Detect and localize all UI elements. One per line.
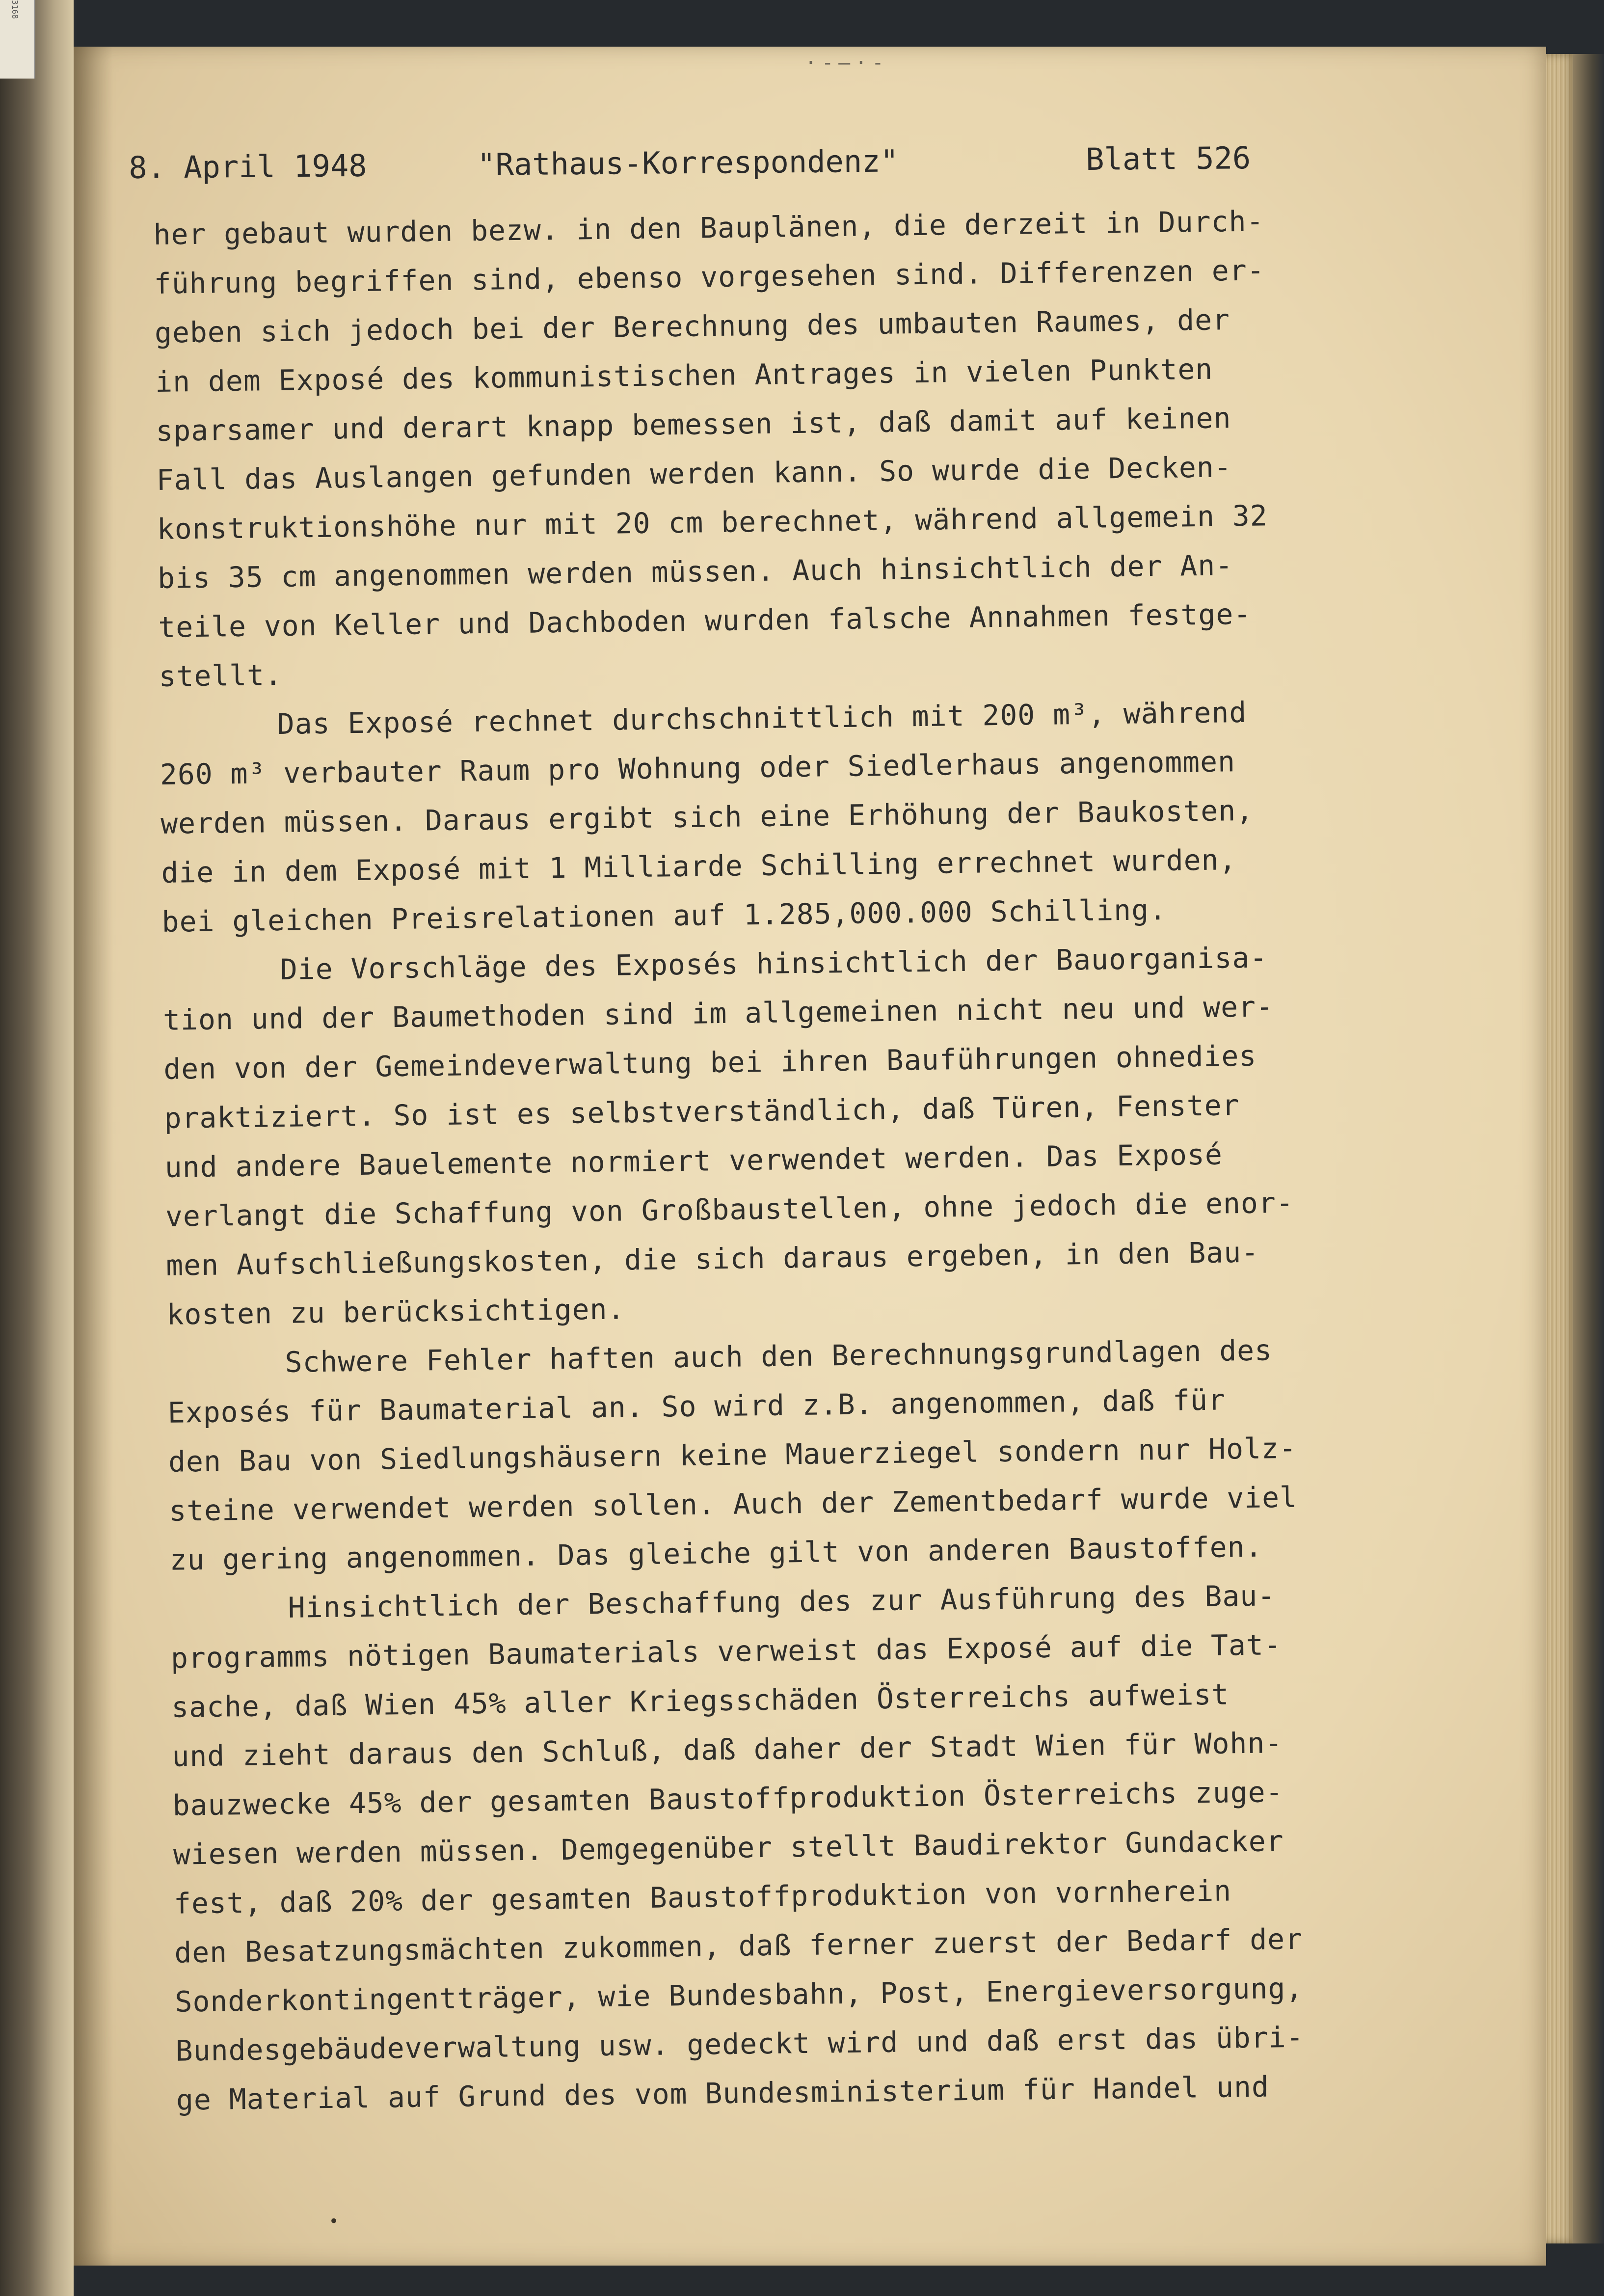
text-line: men Aufschließungskosten, die sich daraus ergeben, in den Bau- xyxy=(165,1235,1259,1282)
text-line: kosten zu berücksichtigen. xyxy=(166,1292,625,1331)
text-line: Bundesgebäudeverwaltung usw. gedeckt wird und daß erst das übri- xyxy=(175,2020,1304,2068)
text-line: in dem Exposé des kommunistischen Antrages in vielen Punkten xyxy=(155,352,1213,399)
text-line: Das Exposé rechnet durchschnittlich mit 200 m³, während xyxy=(277,695,1247,741)
text-line: Hinsichtlich der Beschaffung des zur Ausführung des Bau- xyxy=(288,1579,1276,1624)
gutter-shadow xyxy=(74,47,113,2266)
top-mark: ·-—·- xyxy=(805,52,889,74)
text-line: teile von Keller und Dachboden wurden falsche Annahmen festge- xyxy=(158,597,1252,644)
catalog-number: 3168 xyxy=(10,0,20,19)
text-line: praktiziert. So ist es selbstverständlich, daß Türen, Fenster xyxy=(164,1088,1240,1135)
text-line: den Besatzungsmächten zukommen, daß ferner zuerst der Bedarf der xyxy=(174,1922,1303,1970)
page-stack-edge xyxy=(1573,54,1604,2243)
text-line: stellt. xyxy=(159,658,283,693)
text-line: werden müssen. Daraus ergibt sich eine Erhöhung der Baukosten, xyxy=(160,793,1254,840)
text-line: tion und der Baumethoden sind im allgemeinen nicht neu und wer- xyxy=(162,990,1274,1037)
text-line: 260 m³ verbauter Raum pro Wohnung oder Siedlerhaus angenommen xyxy=(160,745,1236,791)
header-sheet-number: Blatt 526 xyxy=(1085,140,1251,177)
text-line: und zieht daraus den Schluß, daß daher der Stadt Wien für Wohn- xyxy=(172,1726,1283,1773)
text-line: bauzwecke 45% der gesamten Baustoffproduktion Österreichs zuge- xyxy=(172,1775,1283,1822)
text-line: geben sich jedoch bei der Berechnung des umbauten Raumes, der xyxy=(154,303,1230,350)
left-page-edge xyxy=(0,0,74,2296)
text-line: konstruktionshöhe nur mit 20 cm berechnet, während allgemein 32 xyxy=(157,499,1268,546)
text-line: bei gleichen Preisrelationen auf 1.285,000.000 Schilling. xyxy=(161,892,1167,939)
header-date: 8. April 1948 xyxy=(129,147,367,186)
header-title: "Rathaus-Korrespondenz" xyxy=(477,143,899,183)
catalog-strip xyxy=(0,0,35,79)
text-line: Fall das Auslangen gefunden werden kann. So wurde die Decken- xyxy=(156,450,1232,497)
text-line: die in dem Exposé mit 1 Milliarde Schilling errechnet wurden, xyxy=(161,843,1237,890)
text-line: und andere Bauelemente normiert verwendet werden. Das Exposé xyxy=(164,1137,1223,1184)
text-line: den Bau von Siedlungshäusern keine Mauerziegel sondern nur Holz- xyxy=(168,1431,1297,1479)
text-line: Schwere Fehler haften auch den Berechnungsgrundlagen des xyxy=(285,1333,1273,1379)
text-line: verlangt die Schaffung von Großbaustellen, ohne jedoch die enor- xyxy=(165,1186,1294,1233)
text-line: ge Material auf Grund des vom Bundesministerium für Handel und xyxy=(176,2070,1270,2117)
text-line: sache, daß Wien 45% aller Kriegsschäden Österreichs aufweist xyxy=(171,1677,1230,1724)
text-line: führung begriffen sind, ebenso vorgesehen sind. Differenzen er- xyxy=(154,253,1265,300)
text-line: sparsamer und derart knapp bemessen ist, daß damit auf keinen xyxy=(156,401,1231,448)
bottom-mark: • xyxy=(329,2212,339,2231)
text-line: fest, daß 20% der gesamten Baustoffproduktion von vornherein xyxy=(173,1874,1232,1920)
text-line: bis 35 cm angenommen werden müssen. Auch hinsichtlich der An- xyxy=(157,548,1233,595)
text-line: zu gering angenommen. Das gleiche gilt von anderen Baustoffen. xyxy=(169,1530,1263,1577)
text-line: Exposés für Baumaterial an. So wird z.B. angenommen, daß für xyxy=(167,1383,1226,1430)
text-line: Die Vorschläge des Exposés hinsichtlich der Bauorganisa- xyxy=(280,941,1268,986)
text-line: programms nötigen Baumaterials verweist das Exposé auf die Tat- xyxy=(170,1628,1282,1675)
text-line: Sonderkontingentträger, wie Bundesbahn, Post, Energieversorgung, xyxy=(175,1971,1304,2019)
text-line: den von der Gemeindeverwaltung bei ihren Bauführungen ohnedies xyxy=(163,1039,1257,1086)
text-line: wiesen werden müssen. Demgegenüber stellt Baudirektor Gundacker xyxy=(173,1824,1284,1871)
text-line: her gebaut wurden bezw. in den Bauplänen, die derzeit in Durch- xyxy=(153,204,1264,251)
text-line: steine verwendet werden sollen. Auch der Zementbedarf wurde viel xyxy=(168,1480,1298,1528)
